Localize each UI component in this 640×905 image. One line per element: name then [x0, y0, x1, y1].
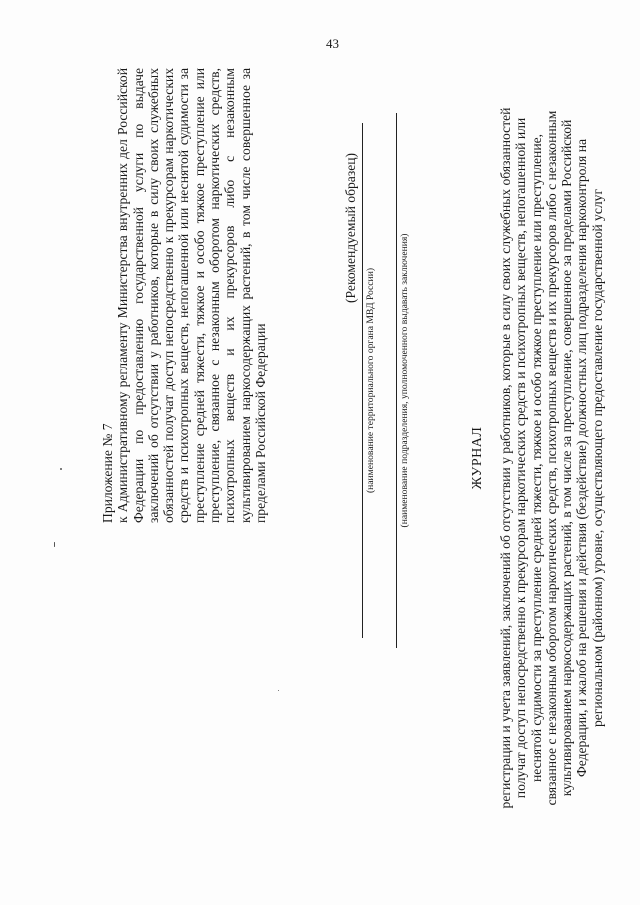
journal-line: связанное с незаконным оборотом наркотических средств, психотропных веществ и их прекурсоров либо с незаконным [543, 110, 559, 806]
journal-description [498, 23, 605, 893]
appendix-line: выдаче заключений об отсутствии у работников, которые в силу своих [130, 68, 161, 523]
appendix-line: прекурсорам наркотических средств и психотропных веществ, [161, 68, 192, 523]
journal-line: региональном (районном) уровне, осуществляющего предоставление государственной услуг [589, 188, 605, 728]
journal-line: неснятой судимости за преступление средней тяжести, тяжкое и особо тяжкое преступление или преступление, [528, 133, 544, 783]
appendix-line: непогашенной или неснятой судимости за преступление средней [176, 68, 207, 523]
issuing-unit-field [396, 113, 411, 648]
appendix-body [115, 68, 268, 523]
scan-speck [60, 468, 62, 470]
journal-title: ЖУРНАЛ [470, 426, 485, 490]
appendix-line: Российской Федерации по предоставлению государственной услуги по [115, 68, 146, 523]
appendix-line: к Административному регламенту Министерства внутренних дел [115, 135, 131, 523]
recommended-sample-label: (Рекомендуемый образец) [343, 152, 358, 303]
issuing-unit-caption: (наименование подразделения, уполномоченного выдавать заключения) [399, 233, 410, 528]
appendix-line: тяжести, тяжкое и особо тяжкое преступление или преступление, [191, 68, 223, 523]
appendix-line: служебных обязанностей получат доступ непосредственно к [145, 68, 177, 523]
appendix-line: связанное с незаконным оборотом наркотических средств, [207, 68, 223, 432]
territorial-body-line [362, 123, 363, 638]
territorial-body-caption: (наименование территориального органа МВД России) [365, 267, 376, 494]
page-number: 43 [326, 36, 339, 51]
scan-speck [54, 542, 55, 547]
journal-line: получат доступ непосредственно к прекурсорам наркотических средств и психотропных веществ, непогашенной или [513, 117, 529, 799]
journal-line: регистрации и учета заявлений, заключений об отсутствии у работников, которые в силу своих служебных обязанностей [498, 107, 513, 809]
appendix-line: культивированием наркосодержащих растений, в том числе [237, 161, 253, 523]
journal-line: культивированием наркосодержащих растений, в том числе за преступление, совершенное за пределами Российской [559, 119, 575, 797]
appendix-block [100, 68, 268, 523]
appendix-title: Приложение № 7 [100, 423, 115, 523]
appendix-line: совершенное за пределами Российской Федерации [237, 67, 268, 523]
journal-line: Федерации, и жалоб на решения и действия (бездействие) должностных лиц подразделения наркоконтроля на [574, 138, 590, 778]
issuing-unit-line [396, 113, 397, 648]
territorial-body-field [362, 123, 377, 638]
appendix-line: психотропных веществ и их прекурсоров либо с незаконным [222, 68, 238, 523]
rotated-content [100, 63, 605, 893]
